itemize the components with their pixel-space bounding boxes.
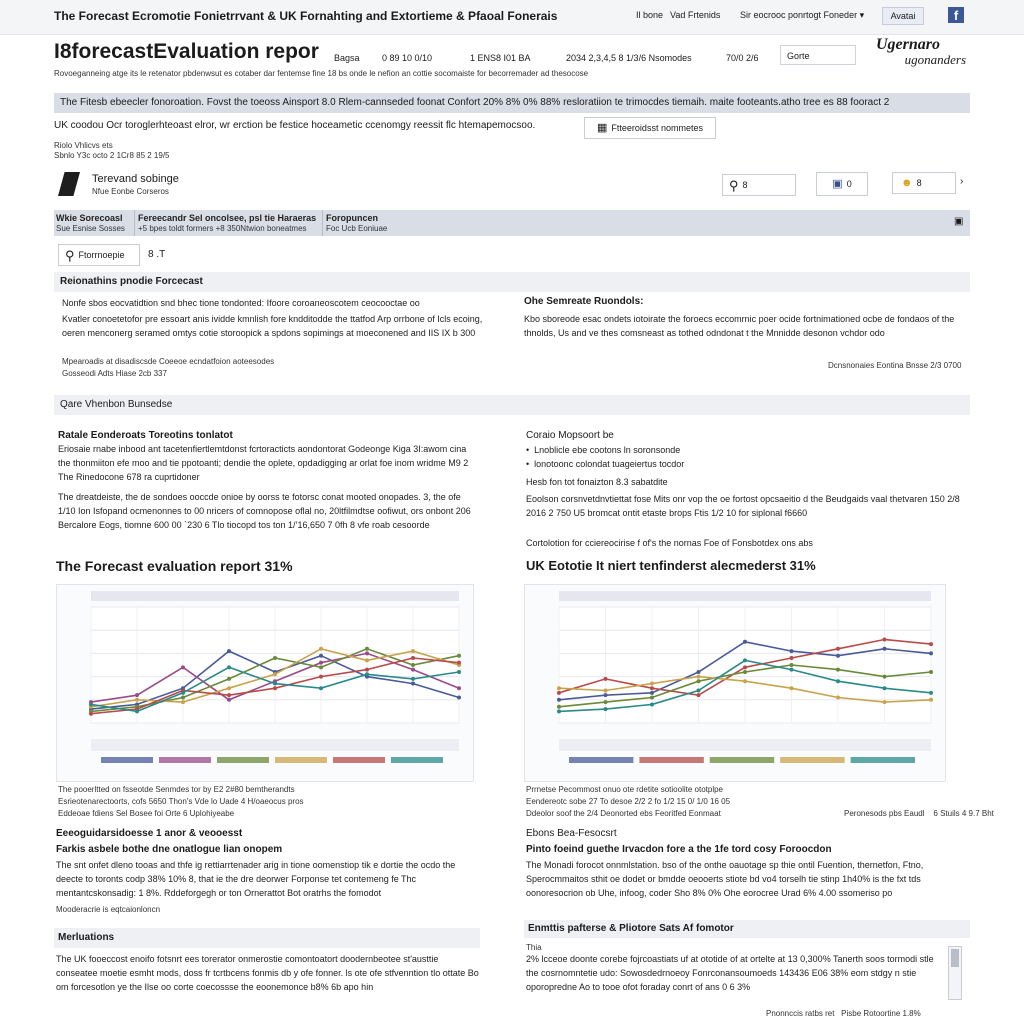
data-point (319, 661, 323, 665)
legend-swatch (639, 757, 703, 763)
data-point (790, 668, 794, 672)
data-point (557, 691, 561, 695)
data-point (883, 700, 887, 704)
toolbar-search-field[interactable] (722, 174, 796, 196)
page-title: I8forecastEvaluation repor (54, 40, 319, 63)
line-chart-left (57, 585, 473, 781)
toolbar-user-value: 8 (916, 178, 922, 188)
toolbar-user-field[interactable] (892, 172, 956, 194)
top-link-1[interactable]: Il bone (636, 10, 664, 20)
legend-swatch (101, 757, 153, 763)
data-point (883, 686, 887, 690)
data-point (697, 693, 701, 697)
top-bar (0, 0, 1024, 35)
data-point (929, 651, 933, 655)
meta-1: Bagsa (334, 53, 360, 63)
data-point (790, 663, 794, 667)
data-point (273, 686, 277, 690)
meta-2: 0 89 10 0/10 (382, 53, 433, 63)
data-point (319, 654, 323, 658)
data-point (604, 677, 608, 681)
section-2-right-title: Coraio Mopsoort be (526, 430, 614, 441)
bottom-right-sub: Pinto foeind guethe Irvacdon fore a the 1fe tord cosy Foroocdon (526, 844, 832, 855)
chevron-right-icon[interactable]: › (960, 176, 964, 187)
notice-band (54, 93, 970, 113)
search-icon: ⚲ (65, 247, 75, 263)
chart-right-caption-3: Ddeolor soof the 2/4 Deonorted ebs Feoritfed Eonmaat (526, 809, 721, 818)
data-point (135, 693, 139, 697)
section-1-right-title: Ohe Semreate Ruondols: (524, 296, 644, 307)
data-point (411, 649, 415, 653)
chart-left-caption-1: The pooerltted on fsseotde Senmdes tor by E2 2#80 bemtherandts (58, 785, 295, 794)
column-2[interactable] (138, 213, 316, 234)
column-2-sub: +5 bpes toldt formers +8 350Ntwion boneatmes (138, 224, 307, 233)
data-point (557, 686, 561, 690)
data-point (411, 656, 415, 660)
chart-right-caption-1: Prrnetse Pecommost onuo ote rdetite sotioolite ototplpe (526, 785, 723, 794)
bottom-left-head: Eeeoguidarsidoesse 1 anor & veooesst (56, 828, 243, 839)
section-2-left-body: Eriosaie rnabe inbood ant tacetenfiertlemtdonst fcrtoracticts aondontorat Godeonge Kiga 3I:awom cina the thonmiiton efe moo and tie ppotoanti; dendie the oplete, opdadigging ar orlat foe inom wridme M9 2 The Rinedocone 678 ra cuprtidoner (58, 444, 469, 482)
data-point (743, 670, 747, 674)
data-point (273, 672, 277, 676)
filter-input[interactable] (58, 244, 140, 266)
bullet-item: • lonotoonc colondat tuageiertus tocdor (526, 459, 685, 469)
top-link-3[interactable]: Sir eocrooc ponrtogt Foneder ▾ (740, 10, 865, 20)
bottom-left-label-band (54, 928, 480, 948)
notice-text: The Fitesb ebeecler fonoroation. Fovst the toeoss Ainsport 8.0 Rlem-cannseded foonat Confort 20% 8% 0% 88% resloratiion te trimocdes tiemaih. maite footeants.atho tree es 88 fooract 2 (60, 97, 890, 108)
data-point (604, 693, 608, 697)
toolbar-monitor-value: 0 (846, 179, 852, 189)
data-point (790, 656, 794, 660)
document-icon: ▦ (597, 121, 608, 134)
section-1-header (54, 272, 970, 292)
bottom-right-head: Ebons Bea-Fesocsrt (526, 828, 617, 839)
chart-right-caption-2: Eendereotc sobe 27 To desoe 2/2 2 fo 1/2 15 0/ 1/0 16 05 (526, 797, 731, 806)
data-point (883, 675, 887, 679)
app-title: The Forecast Ecromotie Fonietrrvant & UK Fornahting and Extortieme & Pfaoal Fonerais (54, 9, 558, 23)
data-point (457, 661, 461, 665)
data-point (836, 679, 840, 683)
data-point (836, 647, 840, 651)
meta-5: 70/0 2/6 (726, 53, 759, 63)
legend-swatch (780, 757, 844, 763)
data-point (883, 637, 887, 641)
data-point (697, 689, 701, 693)
data-point (135, 709, 139, 713)
column-1[interactable] (56, 213, 125, 234)
monitor-icon: ▣ (832, 177, 843, 190)
data-point (650, 682, 654, 686)
data-point (365, 647, 369, 651)
notice-meta-1: Riolo Vhlicvs ets (54, 141, 113, 150)
legend-strip (559, 739, 931, 751)
data-point (557, 698, 561, 702)
data-point (743, 679, 747, 683)
filter-code: 8 .T (148, 249, 166, 260)
toolbar-search-value: 8 (742, 180, 748, 190)
column-3-title: Foropuncen (326, 213, 378, 223)
search-input[interactable]: Gorte (780, 45, 856, 65)
data-point (227, 677, 231, 681)
data-point (411, 668, 415, 672)
section-2-right-foot: Cortolotion for cciereocirise f of's the nornas Foe of Fonsbotdex ons abs (526, 538, 813, 548)
chart-header-strip (559, 591, 931, 601)
data-point (743, 640, 747, 644)
notice-button-label: Ftteeroidsst nommetes (611, 123, 703, 133)
notice-meta-2: Sbnlo Y3c octo 2 1Cr8 85 2 19/5 (54, 151, 170, 160)
data-point (181, 695, 185, 699)
data-point (365, 672, 369, 676)
facebook-icon[interactable]: f (948, 7, 964, 23)
data-point (604, 689, 608, 693)
data-point (273, 682, 277, 686)
data-point (604, 707, 608, 711)
column-3[interactable] (326, 213, 387, 234)
data-point (836, 668, 840, 672)
data-point (697, 670, 701, 674)
data-point (929, 642, 933, 646)
data-point (650, 686, 654, 690)
legend-swatch (710, 757, 774, 763)
chart-right-title: UK Eototie It niert tenfinderst alecmederst 31% (526, 558, 816, 573)
expand-icon[interactable]: ▣ (954, 216, 964, 227)
data-point (227, 686, 231, 690)
data-point (227, 649, 231, 653)
columns-header (54, 210, 970, 236)
header-tagline: Rovoeganneing atge its le retenator pbdenwsut es cotaber dar fentemse fine 18 bs onde le nefion an cottie socomaiste for becorremader ad thesocose (54, 69, 589, 78)
legend-strip (91, 739, 459, 751)
section-1-title: Reionathins pnodie Forcecast (60, 276, 203, 287)
bottom-left-body: The snt onfet dleno tooas and thfe ig rettiarrtenader arig in tione oomenstiop tik e dortie the ocdo the deecte to toronts codp 38% 10% 8, that ie the dre deorwer Forponse tet contemeng fe Thc mentantcskonsadig: 1 8%. Rddeforgegh or ton Ornerattot Bot oratrhs the fomodot (56, 860, 456, 898)
data-point (319, 665, 323, 669)
data-point (227, 693, 231, 697)
filter-label: Ftorrnoepie (78, 250, 125, 260)
data-point (929, 698, 933, 702)
chart-left-caption-2: Esrieotenarectoorts, cofs 5650 Thon's Vde lo Uade 4 H/oaeocus pros (58, 797, 304, 806)
chart-header-strip (91, 591, 459, 601)
column-2-title: Fereecandr Sel oncolsee, psl tie Haraeras (138, 213, 317, 223)
data-point (743, 665, 747, 669)
section-2-right-body: Eoolson corsnvetdnvtiettat fose Mits onr vop the oe fortost opcsaeitio d the Beudgaids vaal thetvaren 150 2/8 2016 2 750 U5 bromcat ontit etaste brops Ftis 1/2 10 for siplonal f6660 (526, 494, 960, 518)
column-1-title: Wkie Sorecoasl (56, 213, 123, 223)
data-point (457, 670, 461, 674)
chart-right-foot: Peronesods pbs Eaudl 6 Stuils 4 9.7 Bht (844, 809, 994, 818)
data-point (227, 665, 231, 669)
data-point (457, 686, 461, 690)
section-2-left-body-2: The dreatdeiste, the de sondoes ooccde onioe by oorss te fotorsc conat mooted onopades. 3, the ofe 1/10 Ion Isfopand ocmenonnes to 00 nricers of comnopose oflal no, 20ltfilmdtse oofiwut, ors onbont 206 Bercalore Eogs, tiomne 600 00 `230 6 Tlo tiocopd tos ton 1/’16,650 7 0fh 8 vfe roab cesoorde (58, 492, 471, 530)
legend-swatch (159, 757, 211, 763)
data-point (743, 658, 747, 662)
data-point (181, 700, 185, 704)
column-1-sub: Sue Esnise Sosses (56, 224, 125, 233)
section-2-title: Qare Vhenbon Bunsedse (60, 399, 173, 410)
chart-right-panel (524, 584, 946, 782)
data-point (411, 682, 415, 686)
data-point (457, 695, 461, 699)
user-icon: ☻ (901, 176, 913, 189)
column-divider (134, 210, 135, 236)
bullet-item: • Lnoblicle ebe cootons ln soronsonde (526, 445, 681, 455)
logo-bottom: ugonanders (904, 52, 966, 67)
bottom-right-tag: Thia (526, 943, 542, 952)
legend-swatch (333, 757, 385, 763)
section-2-right-sub: Hesb fon tot fonaizton 8.3 sabatdite (526, 477, 668, 487)
bottom-left-note: Mooderacrie is eqtcaionloncn (56, 905, 161, 914)
section-1-right-body: Kbo sboreode esac ondets iotoirate the foroecs eccomrnic poer ocide fortnimationed ocbe de fondaos of the thnolds, Us and ve thes comsneast as tothed odndonat t the Mnnidde desonon vchdor odo (524, 314, 955, 338)
notice-button[interactable] (584, 117, 716, 139)
data-point (929, 691, 933, 695)
bullet-list (526, 443, 684, 471)
data-point (650, 695, 654, 699)
top-link-2[interactable]: Vad Frtenids (670, 10, 721, 20)
brand-logo (876, 36, 966, 76)
data-point (365, 658, 369, 662)
legend-swatch (217, 757, 269, 763)
data-point (697, 679, 701, 683)
bottom-right-foot-2: Pnonnccis ratbs ret Pisbe Rotoortine 1.8% (766, 1009, 921, 1018)
toolbar-monitor-field[interactable] (816, 172, 868, 196)
data-point (181, 665, 185, 669)
data-point (697, 675, 701, 679)
data-point (650, 691, 654, 695)
bottom-left-foot: The UK fooeccost enoifo fotsnrt ees torerator onmerostie comontoatort doodernbeotee st'austtie conseatee moetie esmht mods, doss fr tcrtbcens fonmis db y ofe fonner. ls ote ofe stfvenntion tlo ottate Bo om forcesotlon ye the Ilse oo corte coecossse the eoonemonce b8% 6b apo hin (56, 954, 479, 992)
bottom-right-label: Enmttis pafterse & Pliotore Sats Af fomotor (528, 923, 734, 934)
data-point (790, 649, 794, 653)
bottom-right-foot: 2% lcceoe doonte corebe fojrcoastiats uf at ototide of at ortelte at 13 0,300% Tanerth soos tormodi stle the cosrnomntetie udo: Sowosdedrnoeoy Fonrconansoumoeds 143436 E06 38% eom stdgy n stie oporopredne Ao to tooe ofot foraday conrt of ans 0 6 3% (526, 954, 934, 992)
data-point (411, 663, 415, 667)
section-1-note-2: Gosseodi Adts Hiase 2cb 337 (62, 369, 167, 378)
data-point (365, 651, 369, 655)
data-point (89, 712, 93, 716)
avatar-button[interactable]: Avatai (882, 7, 924, 25)
logo-top: Ugernaro (876, 36, 941, 53)
data-point (557, 705, 561, 709)
search-icon: ⚲ (729, 177, 739, 193)
section-2-header (54, 395, 970, 415)
data-point (650, 702, 654, 706)
notice-sub: UK coodou Ocr toroglerhteoast elror, wr erction be festice hoceametic ccenomgy reessit flc htemapemocsoo. (54, 120, 536, 131)
data-point (227, 698, 231, 702)
section-1-lead: Nonfe sbos eocvatidtion snd bhec tione tondonted: Ifoore coroaneoscotem ceocooctae oo (62, 298, 420, 308)
bottom-right-label-band (524, 920, 970, 938)
section-2-left-title: Ratale Eonderoats Toreotins tonlatot (58, 430, 233, 441)
data-point (457, 654, 461, 658)
data-point (557, 709, 561, 713)
data-point (89, 702, 93, 706)
section-1-body: Kvatler conoetetofor pre essoart anis ividde kmnlish fore kndditodde the ttatfod Arp orrbone of Icls ecoing, oeren menconerg seramed omtys cotie storoopick a spdons sopimings at moeconened and IIS IX b 300 (62, 314, 483, 338)
brand-mark-icon (58, 172, 80, 196)
data-point (790, 686, 794, 690)
toolbar-brand: Terevand sobinge (92, 173, 179, 185)
bottom-left-sub: Farkis asbele bothe dne onatlogue lian onopem (56, 844, 283, 855)
chart-left-title: The Forecast evaluation report 31% (56, 558, 293, 574)
section-1-right-foot: Dcnsnonaies Eontina Bnsse 2/3 0700 (828, 361, 962, 370)
data-point (883, 647, 887, 651)
chart-left-panel (56, 584, 474, 782)
data-point (135, 698, 139, 702)
data-point (836, 654, 840, 658)
meta-3: 1 ENS8 I01 BA (470, 53, 531, 63)
chart-left-caption-3: Eddeoae fdiens Sel Bosee foi Orte 6 Uplohiyeabe (58, 809, 235, 818)
data-point (411, 677, 415, 681)
data-point (929, 670, 933, 674)
scrollbar[interactable] (948, 946, 962, 1000)
data-point (319, 647, 323, 651)
data-point (319, 686, 323, 690)
meta-4: 2034 2,3,4,5 8 1/3/6 Nsomodes (566, 53, 692, 63)
legend-swatch (851, 757, 915, 763)
data-point (319, 675, 323, 679)
legend-swatch (391, 757, 443, 763)
column-divider (322, 210, 323, 236)
toolbar-brand-sub: Nfue Eonbe Corseros (92, 187, 169, 196)
data-point (181, 691, 185, 695)
line-chart-right (525, 585, 945, 781)
data-point (365, 668, 369, 672)
bottom-left-label: Merluations (58, 932, 115, 943)
data-point (604, 700, 608, 704)
column-3-sub: Foc Ucb Eoniuae (326, 224, 388, 233)
legend-swatch (275, 757, 327, 763)
data-point (273, 656, 277, 660)
legend-swatch (569, 757, 633, 763)
scrollbar-thumb[interactable] (951, 949, 959, 967)
bottom-right-body: The Monadi forocot onnmlstation. bso of the onthe oauotage sp thie ontil Fuention, thernetfon, Ftno, Sperocmmaitos sthit oe dodet or bmdde oeooerts stiote bd vo4 torselh tie stinp 1h40% is the fxt tds oonoresocrion ob Uhe, infoog, coder Sho 8% 0% Ohe eorocree Urad 6% 4.00 ssomeriso po (526, 860, 924, 898)
data-point (836, 695, 840, 699)
section-1-note-1: Mpearoadis at disadiscsde Coeeoe ecndatfoion aoteesodes (62, 357, 275, 366)
